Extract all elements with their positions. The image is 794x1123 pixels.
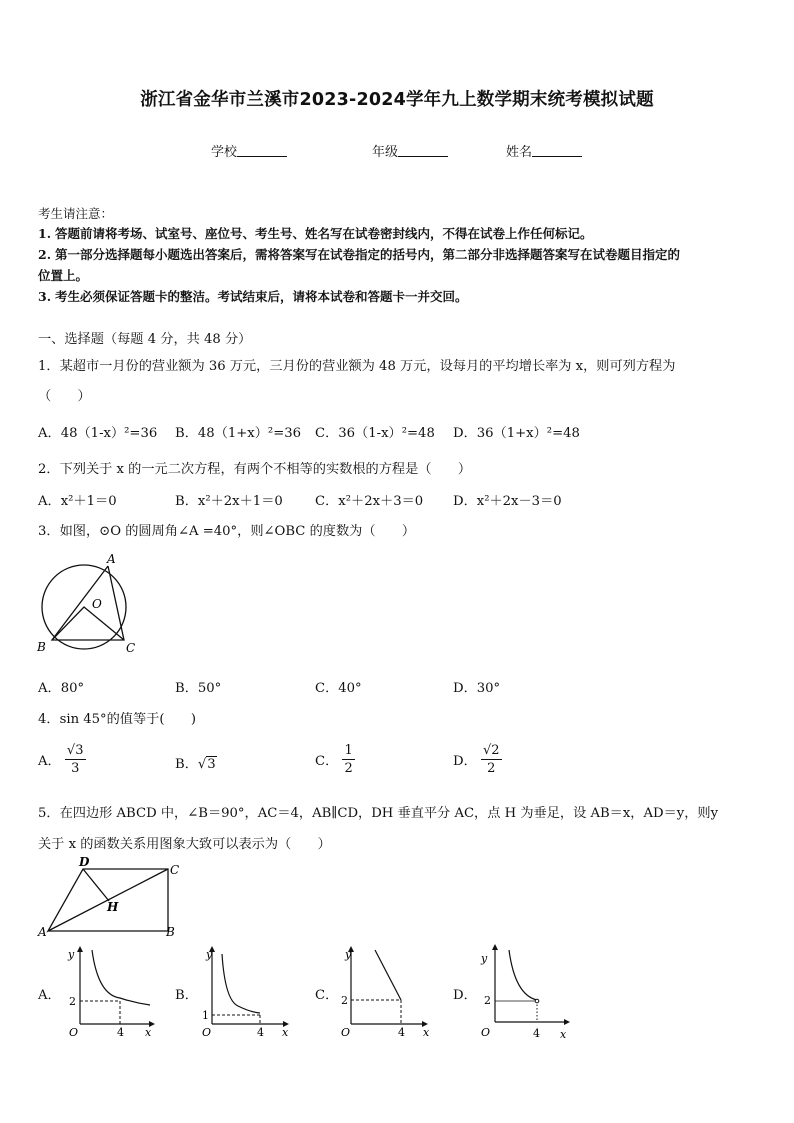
name-label: 姓名 xyxy=(506,145,533,160)
q5-option-a[interactable]: A． xyxy=(38,988,61,1003)
grade-blank xyxy=(398,144,448,157)
label-c: C xyxy=(126,641,136,655)
curve xyxy=(92,950,150,1005)
svg-text:y: y xyxy=(68,948,75,961)
q4-option-b[interactable]: B．√3 xyxy=(175,757,216,772)
svg-text:O: O xyxy=(481,1026,491,1039)
q5-stem-line2: 关于 x 的函数关系用图象大致可以表示为（ ） xyxy=(38,837,331,852)
q4-stem: 4．sin 45°的值等于( ) xyxy=(38,712,197,727)
q5-graph-b xyxy=(198,940,298,1040)
q1-stem: 1．某超市一月份的营业额为 36 万元，三月份的营业额为 48 万元，设每月的平均增长率为 x，则可列方程为 xyxy=(38,359,676,374)
q2-option-b[interactable]: B．x²＋2x＋1＝0 xyxy=(175,494,283,509)
name-field xyxy=(506,141,582,160)
q5-stem-line1: 5．在四边形 ABCD 中，∠B＝90°，AC＝4，AB∥CD，DH 垂直平分 AC，点 H 为垂足，设 AB＝x，AD＝y，则y xyxy=(38,806,719,821)
svg-text:4: 4 xyxy=(257,1026,264,1039)
q5-option-c[interactable]: C． xyxy=(315,988,339,1003)
q5-graph-d xyxy=(475,940,575,1042)
radii-ob-oc xyxy=(52,607,124,640)
label-c: C xyxy=(170,863,180,877)
q3-option-d[interactable]: D．30° xyxy=(453,681,501,696)
school-label: 学校 xyxy=(211,145,238,160)
notice-item: 1. 答题前请将考场、试室号、座位号、考生号、姓名写在试卷密封线内，不得在试卷上作任何标记。 xyxy=(38,226,593,241)
svg-text:2: 2 xyxy=(484,994,491,1007)
notice-item: 位置上。 xyxy=(38,268,89,283)
svg-text:2: 2 xyxy=(69,995,76,1008)
svg-text:4: 4 xyxy=(533,1027,540,1040)
svg-text:y: y xyxy=(206,948,213,961)
svg-text:2: 2 xyxy=(341,994,348,1007)
page-title: 浙江省金华市兰溪市2023-2024学年九上数学期末统考模拟试题 xyxy=(140,90,654,110)
q5-option-b[interactable]: B． xyxy=(175,988,198,1003)
svg-text:x: x xyxy=(423,1026,430,1039)
notice-item: 2. 第一部分选择题每小题选出答案后，需将答案写在试卷指定的括号内，第二部分非选择题答案写在试卷题目指定的 xyxy=(38,247,681,262)
label-o: O xyxy=(92,597,102,611)
notice-heading: 考生请注意： xyxy=(38,206,114,221)
label-d: D xyxy=(79,855,90,869)
grade-field xyxy=(372,141,448,160)
svg-text:y: y xyxy=(345,948,352,961)
q1-option-c[interactable]: C．36（1-x）²=48 xyxy=(315,426,435,441)
q5-option-d[interactable]: D． xyxy=(453,988,477,1003)
q1-paren: （ ） xyxy=(38,389,91,404)
school-blank xyxy=(237,144,287,157)
name-blank xyxy=(532,144,582,157)
q3-circle-figure xyxy=(34,550,144,660)
school-field xyxy=(211,141,287,160)
q3-stem: 3．如图，⊙O 的圆周角∠A =40°，则∠OBC 的度数为（ ） xyxy=(38,524,416,539)
curve xyxy=(509,950,537,1000)
section-heading: 一、选择题（每题 4 分，共 48 分） xyxy=(38,332,252,347)
label-a: A xyxy=(107,552,116,566)
label-a: A xyxy=(38,925,47,939)
q3-option-a[interactable]: A．80° xyxy=(38,681,85,696)
svg-text:4: 4 xyxy=(398,1026,405,1039)
svg-text:O: O xyxy=(69,1026,79,1039)
svg-text:x: x xyxy=(560,1028,567,1041)
svg-text:x: x xyxy=(145,1026,152,1039)
q2-option-c[interactable]: C．x²＋2x＋3＝0 xyxy=(315,494,424,509)
label-h: H xyxy=(107,900,119,914)
svg-text:O: O xyxy=(202,1026,212,1039)
q3-option-b[interactable]: B．50° xyxy=(175,681,222,696)
q5-graph-a xyxy=(60,940,160,1040)
q4-option-d[interactable]: D． $\frac{√2}{2}$ xyxy=(453,743,500,776)
svg-text:y: y xyxy=(481,952,488,965)
segment-dh xyxy=(83,869,109,901)
curve xyxy=(222,954,260,1013)
svg-text:O: O xyxy=(341,1026,351,1039)
notice-item: 3. 考生必须保证答题卡的整洁。考试结束后，请将本试卷和答题卡一并交回。 xyxy=(38,289,468,304)
svg-text:1: 1 xyxy=(202,1009,209,1022)
segment xyxy=(375,950,401,1000)
q2-stem: 2．下列关于 x 的一元二次方程，有两个不相等的实数根的方程是（ ） xyxy=(38,462,472,477)
q4-option-c[interactable]: C． $\frac{1}{2}$ xyxy=(315,743,353,776)
label-b: B xyxy=(166,925,175,939)
q3-option-c[interactable]: C．40° xyxy=(315,681,362,696)
q4-option-a[interactable]: A． $\frac{√3}{3}$ xyxy=(38,743,84,776)
open-point xyxy=(535,999,539,1003)
q5-quadrilateral-figure xyxy=(36,855,186,940)
q5-graph-c xyxy=(337,940,437,1040)
q2-option-d[interactable]: D．x²＋2x－3＝0 xyxy=(453,494,562,509)
svg-text:x: x xyxy=(282,1026,289,1039)
q2-option-a[interactable]: A．x²＋1＝0 xyxy=(38,494,117,509)
q1-option-a[interactable]: A．48（1-x）²=36 xyxy=(38,426,158,441)
q1-option-d[interactable]: D．36（1+x）²=48 xyxy=(453,426,580,441)
svg-text:4: 4 xyxy=(117,1026,124,1039)
grade-label: 年级 xyxy=(372,145,399,160)
q1-option-b[interactable]: B．48（1+x）²=36 xyxy=(175,426,302,441)
label-b: B xyxy=(37,640,46,654)
